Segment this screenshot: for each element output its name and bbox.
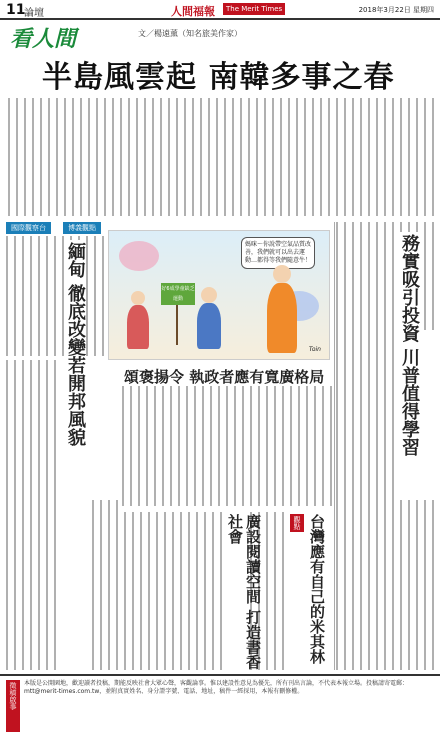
mother-head-icon — [273, 265, 291, 283]
sign-board: 好6成學童缺乏運動 — [161, 283, 195, 305]
trump-article-body-lower — [336, 330, 394, 500]
section-label: 論壇 — [24, 8, 44, 19]
column-divider — [334, 222, 335, 670]
speech-bubble: 媽咪～你說帶空氣品質改善，我們就可以出去運動…都得等我們隨意牛！ — [241, 237, 315, 269]
child2-head-icon — [201, 287, 217, 303]
mother-figure-icon — [267, 283, 297, 353]
myanmar-headline: 緬甸 徹底改變若開邦風貌 — [64, 240, 86, 500]
submission-text: 本版是公開園地，歡迎讀者投稿，期能反映社會大眾心聲，客觀論事。惟以建設性意見為優先，所有刊出言論，不代表本報立場。投稿請寄電郵：mtt@merit-times.com.tw，並附真實姓名、身分證字號、電話、地址，稿件一經採用，本報有刪修權。 — [24, 680, 409, 695]
cartoon-credit: Toin — [308, 346, 321, 353]
trump-article-body-bottom — [336, 500, 434, 670]
lead-headline: 半島風雲起 南韓多事之春 — [42, 60, 395, 95]
page-header — [0, 0, 440, 20]
submission-tag: 徵稿啟事 — [6, 680, 20, 732]
myanmar-article-body-lower — [6, 360, 60, 670]
editorial-headline: 頌褒揚令 執政者應有寬廣格局 — [124, 368, 325, 386]
lead-article-body — [8, 98, 434, 216]
newspaper-logo-en: The Merit Times — [223, 3, 285, 15]
reading-headline: 廣設閱讀空間 打造書香社會 — [226, 514, 262, 670]
child-head-icon — [131, 291, 145, 305]
issue-date: 2018年3月22日 星期四 — [358, 6, 434, 14]
child-figure-icon — [127, 305, 149, 349]
byline: 文／楊遠薰（知名旅美作家） — [138, 29, 242, 38]
page-number: 11 — [6, 2, 26, 18]
child2-figure-icon — [197, 303, 221, 349]
rice-column-tag: 觀點 — [290, 514, 304, 532]
editorial-cartoon — [108, 230, 330, 360]
section-tag-sub: 博義觀點 — [63, 222, 101, 234]
blossom-tree-icon — [119, 241, 159, 271]
submission-notice — [0, 674, 440, 735]
rice-headline: 台灣應有自己的米其林 — [308, 514, 326, 664]
column-brand: 看人間 — [10, 26, 77, 52]
sign-pole — [176, 305, 178, 345]
reading-article-body — [124, 512, 222, 670]
myanmar-article-body-upper — [6, 236, 104, 356]
section-tag-international: 國際觀察台 — [6, 222, 51, 234]
editorial-body — [122, 386, 336, 506]
lead-article-masthead — [0, 22, 440, 94]
newspaper-logo: 人間福報 — [171, 5, 215, 18]
trump-headline: 務實吸引投資 川普值得學習 — [398, 232, 420, 492]
myanmar-article-body-right — [92, 500, 120, 670]
